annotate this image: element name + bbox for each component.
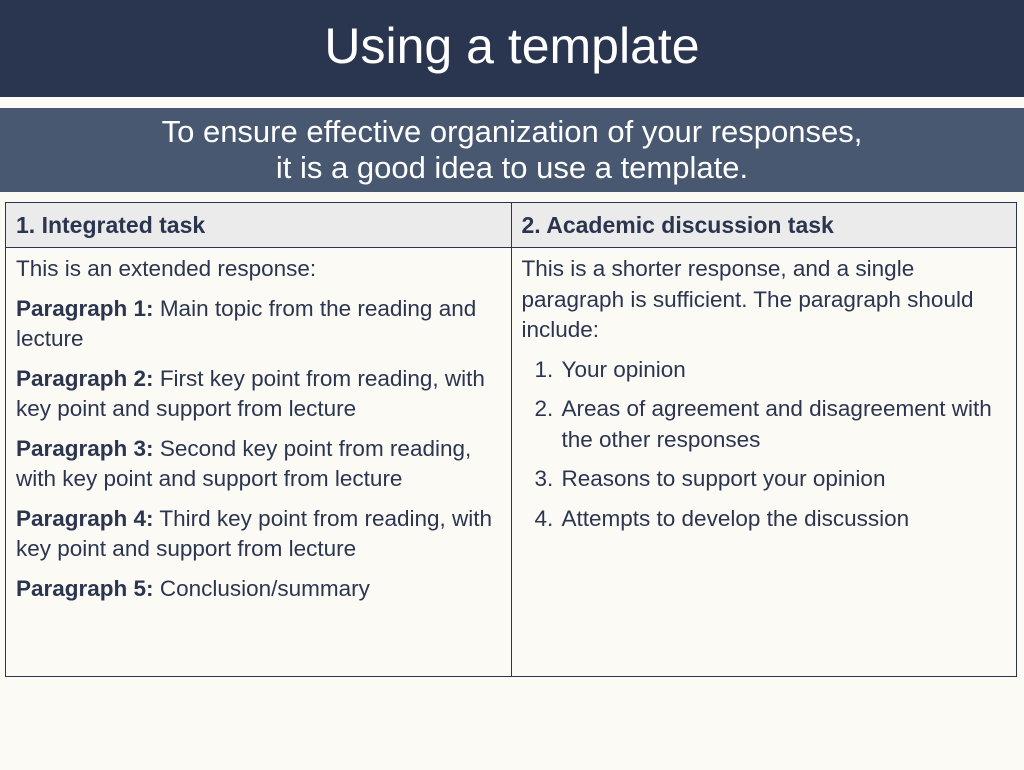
subtitle-line-1: To ensure effective organization of your responses, (161, 114, 863, 149)
paragraph-text: Second key point from reading, with key point and support from lecture (16, 435, 472, 491)
list-item: 3. Reasons to support your opinion (560, 464, 1007, 495)
discussion-task-header: 2. Academic discussion task (511, 203, 1017, 248)
paragraph-text: Conclusion/summary (153, 575, 370, 601)
subtitle-band (0, 108, 1024, 192)
paragraph-text: Third key point from reading, with key point and support from lecture (16, 505, 493, 561)
discussion-task-cell (511, 248, 1017, 677)
list-item: 4. Attempts to develop the discussion (560, 504, 1007, 535)
paragraph-label: Paragraph 1: (16, 295, 154, 321)
paragraph-text: First key point from reading, with key point and support from lecture (16, 365, 485, 421)
paragraph-label: Paragraph 3: (16, 435, 154, 461)
paragraph-item (16, 294, 501, 355)
paragraph-item (16, 504, 501, 565)
discussion-list (522, 355, 1007, 535)
intro-text: This is an extended response: (16, 256, 317, 281)
list-item: 1. Your opinion (560, 355, 1007, 386)
subtitle-line-2: it is a good idea to use a template. (275, 150, 749, 185)
paragraph-item (16, 574, 501, 605)
integrated-task-cell (6, 248, 512, 677)
paragraph-label: Paragraph 2: (16, 365, 154, 391)
integrated-task-header: 1. Integrated task (6, 203, 512, 248)
paragraph-label: Paragraph 5: (16, 575, 154, 601)
paragraph-item (16, 364, 501, 425)
paragraph-text: Main topic from the reading and lecture (16, 295, 477, 351)
paragraph-label: Paragraph 4: (16, 505, 154, 531)
paragraph-item (16, 434, 501, 495)
slide-title: Using a template (0, 0, 1024, 97)
list-item: 2. Areas of agreement and disagreement with the other responses (560, 394, 1007, 455)
intro-text: This is a shorter response, and a single paragraph is sufficient. The paragraph should include: (521, 256, 974, 342)
template-table (5, 202, 1017, 677)
